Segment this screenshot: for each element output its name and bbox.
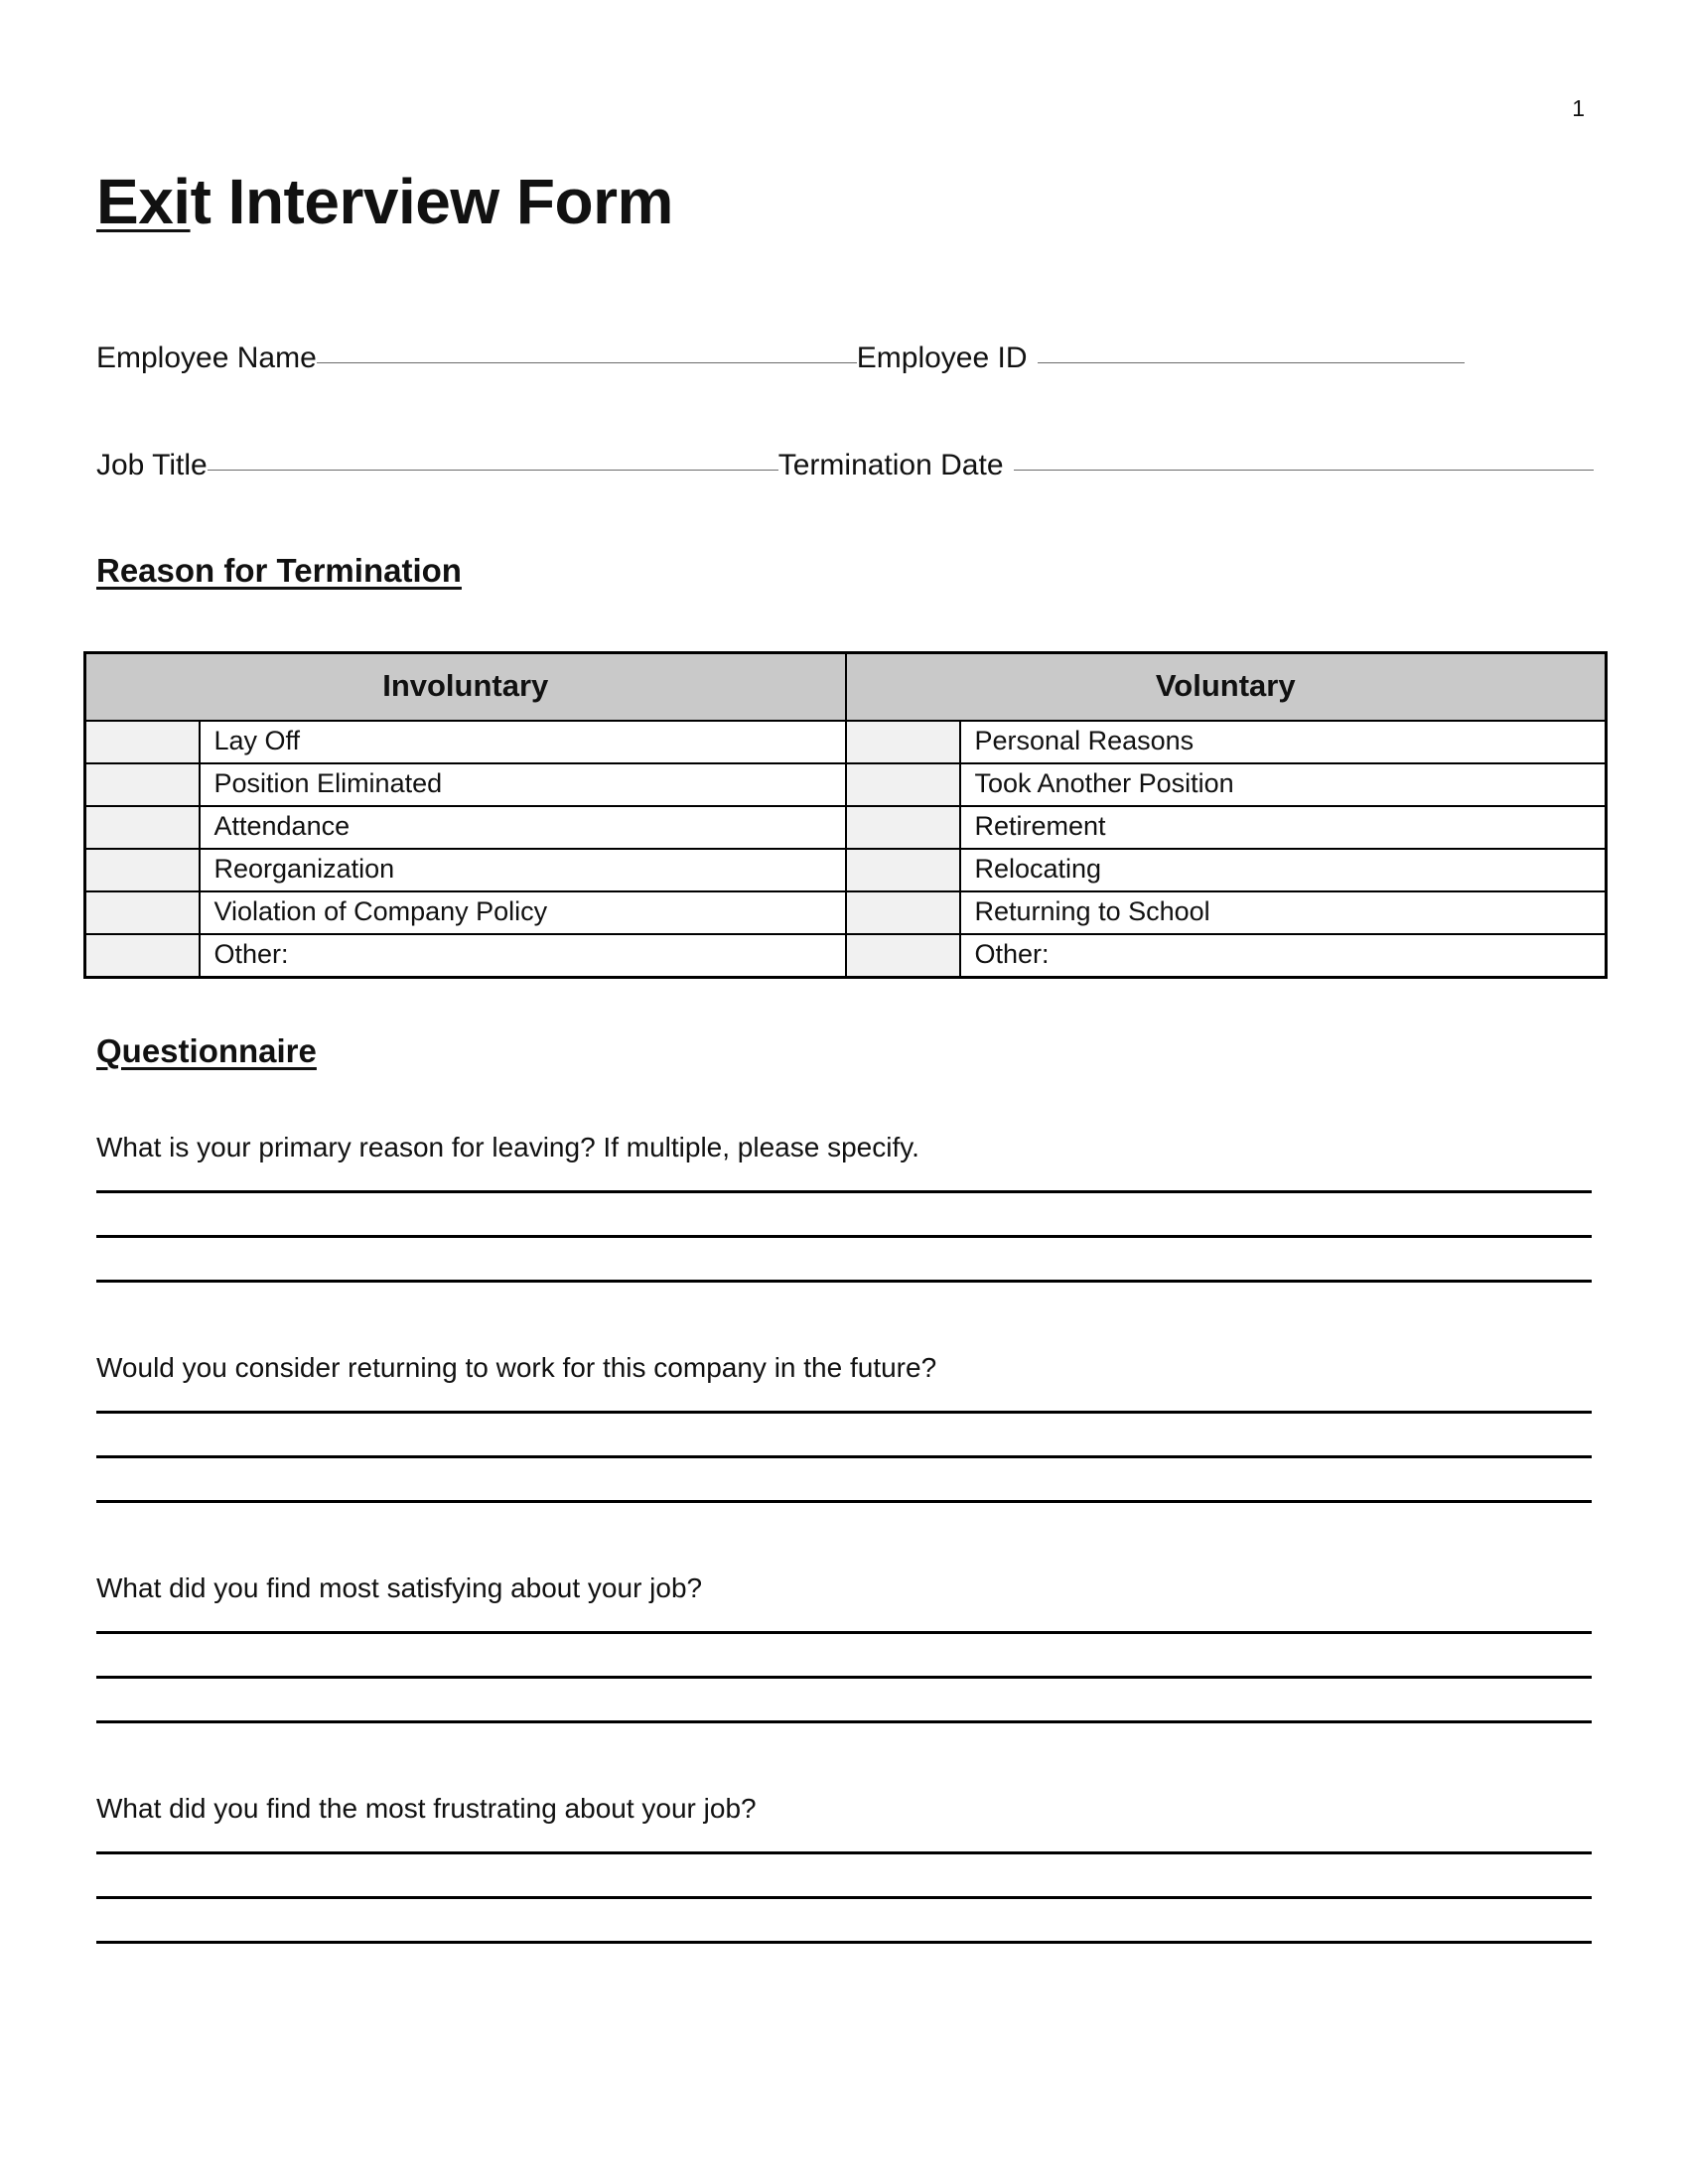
checkbox-cell-voluntary[interactable] xyxy=(846,721,960,763)
reason-label-involuntary: Other: xyxy=(200,934,846,978)
answer-lines[interactable] xyxy=(96,1190,1594,1324)
checkbox-cell-involuntary[interactable] xyxy=(85,891,200,934)
job-title-label: Job Title xyxy=(96,449,208,481)
checkbox-cell-voluntary[interactable] xyxy=(846,763,960,806)
answer-lines[interactable] xyxy=(96,1411,1594,1545)
page-title xyxy=(96,166,673,237)
table-header-voluntary: Voluntary xyxy=(846,653,1607,722)
table-row xyxy=(85,763,1607,806)
answer-line[interactable] xyxy=(96,1631,1592,1676)
identity-row-1 xyxy=(96,343,1594,373)
page-number: 1 xyxy=(1572,95,1585,121)
reason-label-voluntary: Personal Reasons xyxy=(960,721,1607,763)
answer-line[interactable] xyxy=(96,1720,1592,1765)
answer-line[interactable] xyxy=(96,1676,1592,1720)
section-heading-questionnaire xyxy=(96,1034,317,1067)
table-row xyxy=(85,721,1607,763)
reason-label-voluntary: Returning to School xyxy=(960,891,1607,934)
reason-label-involuntary: Attendance xyxy=(200,806,846,849)
termination-date-input[interactable] xyxy=(1014,469,1594,471)
table-header-row xyxy=(85,653,1607,722)
section-heading-questionnaire-label: Questionnaire xyxy=(96,1032,317,1069)
table-row xyxy=(85,891,1607,934)
checkbox-cell-voluntary[interactable] xyxy=(846,934,960,978)
question-block xyxy=(96,1574,1594,1765)
answer-line[interactable] xyxy=(96,1896,1592,1941)
question-block xyxy=(96,1134,1594,1324)
reason-label-voluntary: Relocating xyxy=(960,849,1607,891)
question-text: Would you consider returning to work for this company in the future? xyxy=(96,1352,937,1383)
section-heading-reason xyxy=(96,554,462,587)
answer-line[interactable] xyxy=(96,1235,1592,1280)
answer-line[interactable] xyxy=(96,1280,1592,1324)
checkbox-cell-voluntary[interactable] xyxy=(846,806,960,849)
question-text: What is your primary reason for leaving? If multiple, please specify. xyxy=(96,1132,919,1162)
checkbox-cell-involuntary[interactable] xyxy=(85,934,200,978)
reason-label-involuntary: Reorganization xyxy=(200,849,846,891)
reason-label-voluntary: Took Another Position xyxy=(960,763,1607,806)
reason-label-involuntary: Position Eliminated xyxy=(200,763,846,806)
answer-line[interactable] xyxy=(96,1500,1592,1545)
table-row xyxy=(85,934,1607,978)
checkbox-cell-involuntary[interactable] xyxy=(85,721,200,763)
question-block xyxy=(96,1354,1594,1545)
reason-label-involuntary: Violation of Company Policy xyxy=(200,891,846,934)
question-text: What did you find most satisfying about your job? xyxy=(96,1572,703,1603)
reason-label-voluntary: Other: xyxy=(960,934,1607,978)
identity-row-2 xyxy=(96,451,1594,480)
answer-line[interactable] xyxy=(96,1851,1592,1896)
table-header-involuntary: Involuntary xyxy=(85,653,846,722)
reason-label-involuntary: Lay Off xyxy=(200,721,846,763)
checkbox-cell-involuntary[interactable] xyxy=(85,806,200,849)
table-row xyxy=(85,806,1607,849)
answer-lines[interactable] xyxy=(96,1631,1594,1765)
job-title-input[interactable] xyxy=(208,469,778,471)
question-text: What did you find the most frustrating about your job? xyxy=(96,1793,757,1824)
employee-name-label: Employee Name xyxy=(96,341,317,374)
employee-id-label: Employee ID xyxy=(856,341,1028,374)
employee-id-input[interactable] xyxy=(1038,361,1465,363)
section-heading-reason-label: Reason for Termination xyxy=(96,552,462,589)
question-block xyxy=(96,1795,1594,1985)
page-title-underlined-part: Exi xyxy=(96,166,191,237)
answer-line[interactable] xyxy=(96,1455,1592,1500)
page-title-rest: t Interview Form xyxy=(190,166,673,237)
answer-lines[interactable] xyxy=(96,1851,1594,1985)
checkbox-cell-involuntary[interactable] xyxy=(85,849,200,891)
reason-for-termination-table xyxy=(83,651,1608,979)
answer-line[interactable] xyxy=(96,1941,1592,1985)
checkbox-cell-involuntary[interactable] xyxy=(85,763,200,806)
termination-date-label: Termination Date xyxy=(777,449,1004,481)
reason-label-voluntary: Retirement xyxy=(960,806,1607,849)
table-row xyxy=(85,849,1607,891)
employee-name-input[interactable] xyxy=(317,361,857,363)
checkbox-cell-voluntary[interactable] xyxy=(846,849,960,891)
answer-line[interactable] xyxy=(96,1411,1592,1455)
answer-line[interactable] xyxy=(96,1190,1592,1235)
checkbox-cell-voluntary[interactable] xyxy=(846,891,960,934)
